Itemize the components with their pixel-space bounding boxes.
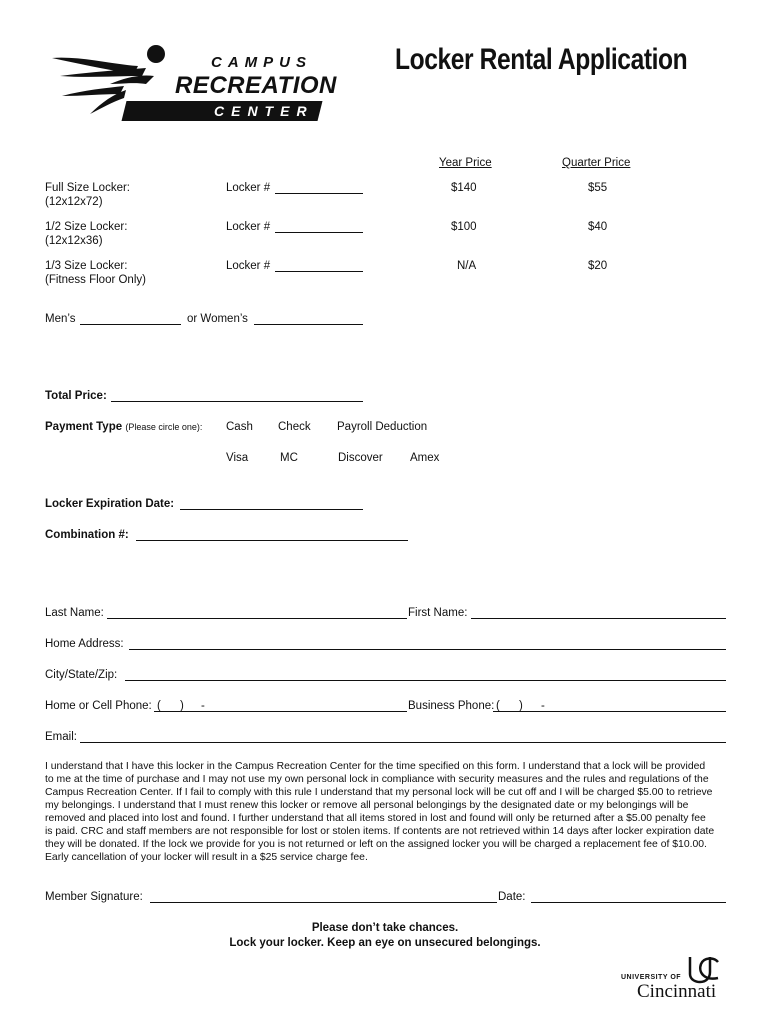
first-name-label: First Name: bbox=[408, 607, 468, 619]
logo-campus-text: CAMPUS bbox=[211, 54, 313, 71]
locker-type-size: (Fitness Floor Only) bbox=[45, 274, 146, 286]
terms-line: Early cancellation of your locker will result in a $25 service charge fee. bbox=[45, 852, 368, 863]
terms-line: removed and placed into lost and found. I further understand that all items stored in lost and found will only be returned after a $5.00 penalty fee bbox=[45, 813, 706, 824]
total-price-field[interactable] bbox=[111, 401, 363, 402]
year-price-value: $100 bbox=[451, 221, 477, 233]
payment-type-label: Payment Type (Please circle one): bbox=[45, 421, 203, 433]
quarter-price-value: $55 bbox=[588, 182, 608, 194]
locker-number-field[interactable] bbox=[275, 271, 363, 272]
terms-line: my belongings. I understand that I must renew this locker or remove all personal belongings by the designated date or my belongings will be bbox=[45, 800, 689, 811]
email-field[interactable] bbox=[80, 742, 726, 743]
payment-option-mc[interactable]: MC bbox=[280, 452, 298, 464]
member-signature-field[interactable] bbox=[150, 902, 497, 903]
combination-field[interactable] bbox=[136, 540, 408, 541]
payment-option-cash[interactable]: Cash bbox=[226, 421, 253, 433]
uc-monogram-icon bbox=[684, 954, 720, 984]
footer-note-line2: Lock your locker. Keep an eye on unsecured belongings. bbox=[229, 937, 541, 949]
locker-number-label: Locker # bbox=[226, 260, 271, 272]
locker-number-field[interactable] bbox=[275, 193, 363, 194]
business-phone-label: Business Phone: bbox=[408, 700, 495, 712]
payment-type-note: (Please circle one): bbox=[125, 422, 203, 432]
footer-note-line1: Please don’t take chances. bbox=[311, 922, 459, 934]
quarter-price-value: $40 bbox=[588, 221, 608, 233]
payment-option-discover[interactable]: Discover bbox=[338, 452, 383, 464]
locker-number-label: Locker # bbox=[226, 221, 271, 233]
phone-paren-open: ( bbox=[496, 700, 500, 712]
signature-date-field[interactable] bbox=[531, 902, 726, 903]
city-state-zip-label: City/State/Zip: bbox=[45, 669, 118, 681]
locker-type-name: Full Size Locker: bbox=[45, 182, 131, 194]
terms-paragraph bbox=[45, 760, 727, 864]
combination-label: Combination #: bbox=[45, 529, 129, 541]
phone-paren-close: ) bbox=[519, 700, 523, 712]
last-name-field[interactable] bbox=[107, 618, 407, 619]
terms-line: is paid. CRC and staff members are not responsible for lost or stolen items. If contents are not retrieved within 14 days after locker expiration date bbox=[45, 826, 715, 837]
payment-option-amex[interactable]: Amex bbox=[410, 452, 440, 464]
home-address-label: Home Address: bbox=[45, 638, 124, 650]
locker-number-label: Locker # bbox=[226, 182, 271, 194]
locker-type-size: (12x12x72) bbox=[45, 196, 103, 208]
payment-option-visa[interactable]: Visa bbox=[226, 452, 249, 464]
email-label: Email: bbox=[45, 731, 77, 743]
page-title: Locker Rental Application bbox=[395, 43, 688, 76]
last-name-label: Last Name: bbox=[45, 607, 104, 619]
terms-line: I understand that I have this locker in the Campus Recreation Center for the time specified on this form. I understand that a lock will be provided bbox=[45, 761, 706, 772]
locker-number-field[interactable] bbox=[275, 232, 363, 233]
phone-dash: - bbox=[201, 700, 205, 712]
terms-line: they will be donated. If the lock we provide for you is not returned or left on the assigned locker you will be charged a replacement fee of $10.00. bbox=[45, 839, 707, 850]
expiration-date-label: Locker Expiration Date: bbox=[45, 498, 175, 510]
locker-type-size: (12x12x36) bbox=[45, 235, 103, 247]
womens-label: or Women’s bbox=[187, 313, 248, 325]
city-state-zip-field[interactable] bbox=[125, 680, 726, 681]
logo-recreation-text: RECREATION bbox=[175, 72, 337, 99]
mens-field[interactable] bbox=[80, 324, 181, 325]
home-phone-field[interactable] bbox=[154, 711, 407, 712]
uc-cincinnati: Cincinnati bbox=[637, 981, 717, 1002]
womens-field[interactable] bbox=[254, 324, 363, 325]
first-name-field[interactable] bbox=[471, 618, 726, 619]
payment-option-check[interactable]: Check bbox=[278, 421, 311, 433]
phone-paren-open: ( bbox=[157, 700, 161, 712]
locker-type-name: 1/2 Size Locker: bbox=[45, 221, 128, 233]
phone-dash: - bbox=[541, 700, 545, 712]
year-price-value: $140 bbox=[451, 182, 477, 194]
quarter-price-value: $20 bbox=[588, 260, 608, 272]
year-price-header: Year Price bbox=[439, 157, 492, 169]
home-phone-label: Home or Cell Phone: bbox=[45, 700, 152, 712]
expiration-date-field[interactable] bbox=[180, 509, 363, 510]
uc-university-of: UNIVERSITY OF bbox=[621, 974, 682, 981]
terms-line: to me at the time of purchase and I may not use my own personal lock in compliance with security measures and the rules and regulations of the bbox=[45, 774, 709, 785]
total-price-label: Total Price: bbox=[45, 390, 107, 402]
signature-date-label: Date: bbox=[498, 891, 526, 903]
business-phone-field[interactable] bbox=[493, 711, 726, 712]
year-price-value: N/A bbox=[457, 260, 477, 272]
phone-paren-close: ) bbox=[180, 700, 184, 712]
member-signature-label: Member Signature: bbox=[45, 891, 143, 903]
quarter-price-header: Quarter Price bbox=[562, 157, 631, 169]
mens-label: Men’s bbox=[45, 313, 76, 325]
payment-option-payroll[interactable]: Payroll Deduction bbox=[337, 421, 428, 433]
logo-center-text: CENTER bbox=[214, 103, 314, 119]
home-address-field[interactable] bbox=[129, 649, 726, 650]
locker-type-name: 1/3 Size Locker: bbox=[45, 260, 128, 272]
terms-line: Campus Recreation Center. If I fail to comply with this rule I understand that my personal lock will be cut off and I will be charged $5.00 to retrieve bbox=[45, 787, 713, 798]
